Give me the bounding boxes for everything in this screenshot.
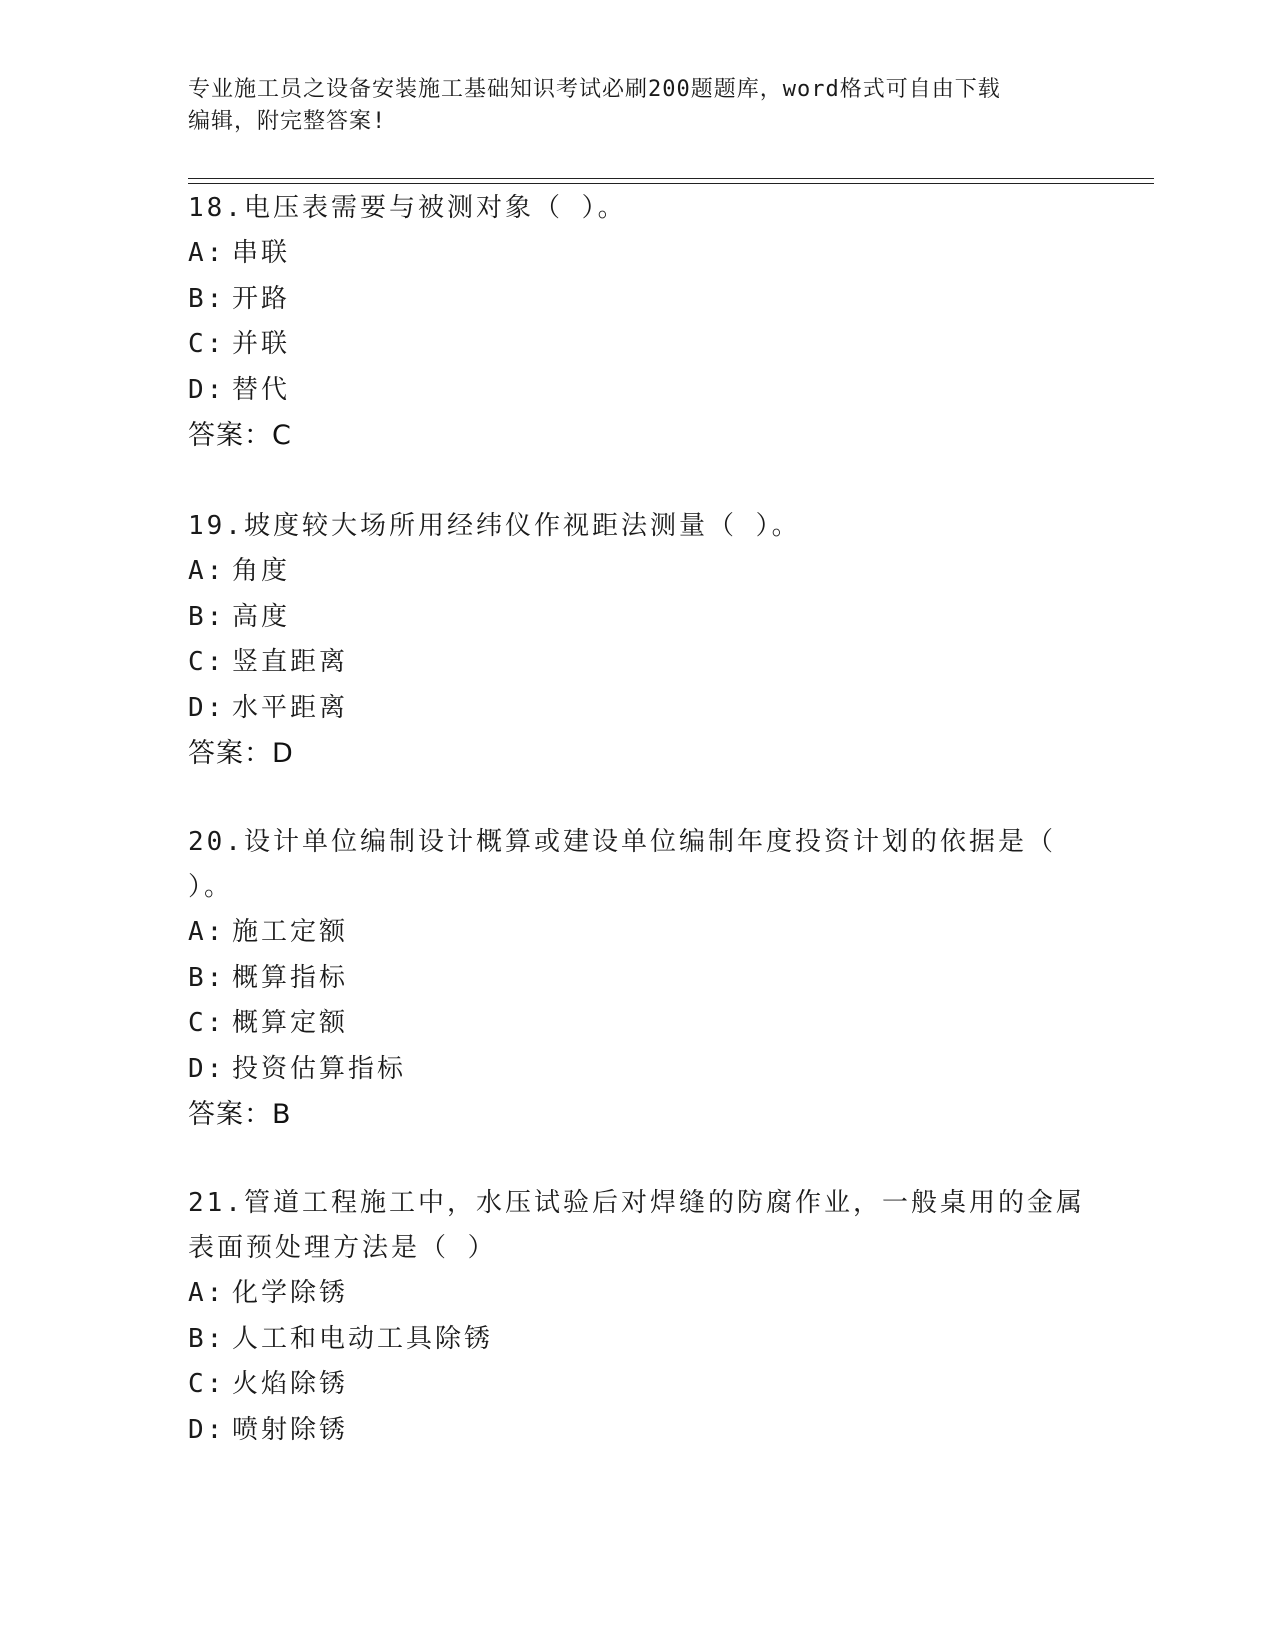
option-d (188, 1408, 1088, 1454)
option-text: 高度 (232, 601, 291, 632)
document-header (188, 74, 1088, 138)
option-text: 角度 (232, 556, 291, 586)
question-stem-line2: 表面预处理方法是（ ） (188, 1233, 497, 1263)
option-text: 水平距离 (232, 692, 349, 723)
option-b (188, 1317, 1088, 1363)
option-key: B: (188, 962, 226, 993)
header-divider-bottom (188, 183, 1154, 184)
option-a (188, 910, 1088, 956)
question-stem-line1: 20.设计单位编制设计概算或建设单位编制年度投资计划的依据是（ (188, 827, 1056, 857)
option-d (188, 686, 1088, 732)
question-stem-line1: 21.管道工程施工中，水压试验后对焊缝的防腐作业，一般桌用的金属 (188, 1188, 1085, 1218)
option-key: C: (188, 329, 226, 359)
answer-line: 答案：B (188, 1099, 292, 1130)
option-text: 并联 (232, 329, 291, 359)
option-key: D: (188, 374, 226, 405)
option-a (188, 1271, 1088, 1317)
question-stem: 19.坡度较大场所用经纬仪作视距法测量（ ）。 (188, 511, 801, 541)
question-21 (188, 1181, 1088, 1453)
option-a (188, 231, 1088, 277)
option-key: C: (188, 1369, 226, 1399)
option-text: 概算指标 (232, 962, 349, 993)
option-key: A: (188, 238, 226, 268)
option-d (188, 1047, 1088, 1093)
option-b (188, 595, 1088, 641)
question-19 (188, 504, 1088, 776)
option-b (188, 956, 1088, 1002)
option-text: 喷射除锈 (232, 1414, 349, 1445)
option-key: C: (188, 647, 226, 677)
option-d (188, 368, 1088, 414)
option-key: D: (188, 1414, 226, 1445)
option-key: A: (188, 1278, 226, 1308)
header-title-line2: 编辑，附完整答案! (188, 109, 387, 134)
header-divider-top (188, 178, 1154, 179)
option-text: 开路 (232, 283, 291, 314)
option-key: A: (188, 556, 226, 586)
option-key: C: (188, 1008, 226, 1038)
option-text: 火焰除锈 (232, 1369, 349, 1399)
option-a (188, 549, 1088, 595)
option-text: 竖直距离 (232, 647, 349, 677)
option-text: 替代 (232, 374, 291, 405)
option-c (188, 1362, 1088, 1408)
option-key: B: (188, 1323, 226, 1354)
option-text: 施工定额 (232, 917, 349, 947)
option-text: 人工和电动工具除锈 (232, 1323, 494, 1354)
option-text: 化学除锈 (232, 1278, 349, 1308)
option-b (188, 277, 1088, 323)
question-stem-line2: ）。 (188, 872, 234, 902)
header-title-line1: 专业施工员之设备安装施工基础知识考试必刷200题题库，word格式可自由下载 (188, 77, 1001, 102)
option-text: 概算定额 (232, 1008, 349, 1038)
option-key: A: (188, 917, 226, 947)
option-key: D: (188, 692, 226, 723)
option-text: 投资估算指标 (232, 1053, 407, 1084)
option-c (188, 640, 1088, 686)
option-key: D: (188, 1053, 226, 1084)
question-18 (188, 186, 1088, 458)
question-stem: 18.电压表需要与被测对象（ ）。 (188, 193, 627, 223)
option-key: B: (188, 601, 226, 632)
option-text: 串联 (232, 238, 291, 268)
answer-line: 答案：D (188, 738, 294, 769)
option-c (188, 1001, 1088, 1047)
question-20 (188, 820, 1088, 1137)
option-c (188, 322, 1088, 368)
answer-line: 答案：C (188, 420, 292, 451)
option-key: B: (188, 283, 226, 314)
